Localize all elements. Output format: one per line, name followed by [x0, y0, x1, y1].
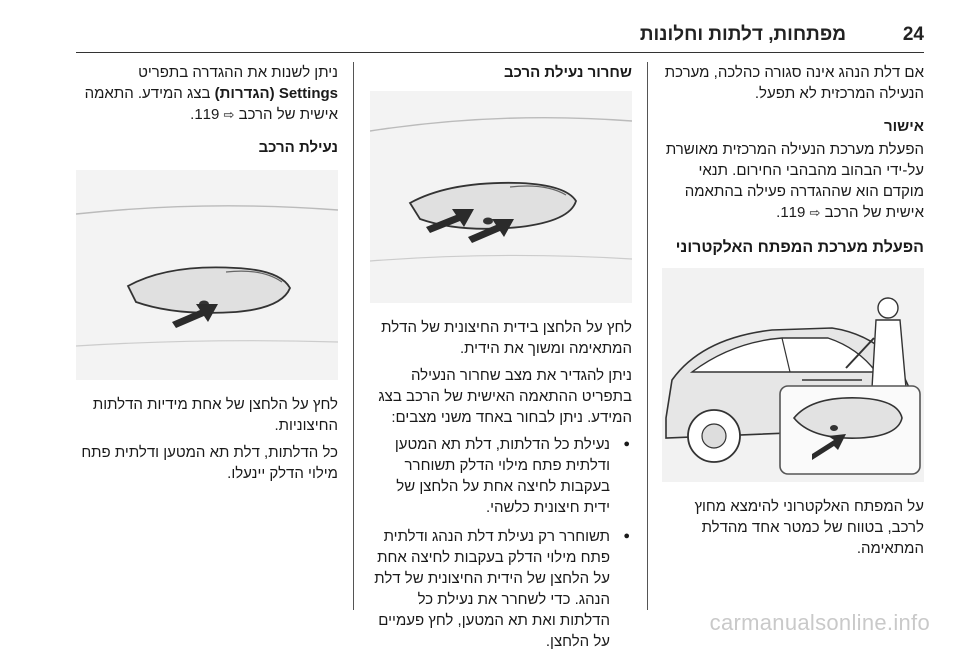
keyless-section-heading: הפעלת מערכת המפתח האלקטרוני	[675, 239, 924, 256]
unlock-paragraph-2: ניתן להגדיר את מצב שחרור הנעילה בתפריט ההתאמה האישית של הרכב בצג המידע. ניתן לבחור באחד משני מצבים:	[378, 367, 632, 426]
confirmation-paragraph: הפעלת מערכת הנעילה המרכזית מאושרת על-ידי הבהוב מהבהבי החירום. תנאי מוקדם הוא שההגדרה פעילה בהתאמה אישית של הרכב ⇨ 119.	[665, 141, 924, 221]
lock-heading: נעילת הרכב	[258, 139, 338, 156]
page-reference-arrow-icon: ⇨	[809, 205, 821, 220]
confirmation-subheading: אישור	[883, 118, 924, 135]
page-number: 24	[902, 24, 924, 45]
left-column	[76, 62, 338, 490]
column-divider-right	[647, 62, 648, 610]
header-rule	[76, 52, 924, 53]
car-with-person-drawing	[662, 268, 924, 482]
right-column	[662, 62, 924, 565]
settings-term: Settings	[278, 85, 338, 102]
unlock-mode-list	[370, 434, 632, 652]
middle-column	[370, 62, 632, 660]
unlock-paragraph-1: לחץ על הלחצן בידית החיצונית של הדלת המתאימה ומשוך את הידית.	[381, 319, 632, 357]
unlock-mode-all: ● נעילת כל הדלתות, דלת תא המטען ודלתית פתח מילוי הדלק תשוחרר בעקבות לחיצה אחת על הלחצן של ידית חיצונית כלשהי.	[370, 434, 632, 518]
keyless-caption: על המפתח האלקטרוני להימצא מחוץ לרכב, בטווח של כמטר אחד מהדלת המתאימה.	[694, 498, 924, 557]
page-header	[76, 24, 924, 52]
lock-handle-illustration	[76, 170, 338, 380]
door-handle-drawing	[370, 91, 632, 303]
settings-paragraph: ניתן לשנות את ההגדרה בתפריט Settings (הגדרות) בצג המידע. התאמה אישית של הרכב ⇨ 119.	[84, 64, 338, 123]
unlock-handle-illustration	[370, 91, 632, 303]
unlock-mode-driver: ● תשוחרר רק נעילת דלת הנהג ודלתית פתח מילוי הדלק בעקבות לחיצה אחת על הלחצן של הידית החיצונית של דלת הנהג. כדי לשחרר את נעילת כל הדלתות ואת תא המטען, לחץ פעמיים על הלחצן.	[370, 526, 632, 652]
door-handle-drawing	[76, 170, 338, 380]
lock-paragraph-1: לחץ על הלחצן של אחת מידיות הדלתות החיצוניות.	[92, 396, 338, 434]
page-reference-number: 119	[194, 106, 220, 123]
page-reference-number: 119	[780, 204, 806, 221]
lock-paragraph-2: כל הדלתות, דלת תא המטען ודלתית פתח מילוי הדלק יינעלו.	[81, 444, 338, 482]
intro-paragraph: אם דלת הנהג אינה סגורה כהלכה, מערכת הנעילה המרכזית לא תפעל.	[664, 64, 924, 102]
column-divider-left	[353, 62, 354, 610]
chapter-title: מפתחות, דלתות וחלונות	[639, 24, 846, 45]
settings-term-hebrew: (הגדרות)	[214, 85, 275, 102]
page-reference-arrow-icon: ⇨	[223, 107, 235, 122]
watermark: carmanualsonline.info	[709, 610, 930, 635]
keyless-entry-illustration	[662, 268, 924, 482]
unlock-heading: שחרור נעילת הרכב	[504, 64, 632, 81]
